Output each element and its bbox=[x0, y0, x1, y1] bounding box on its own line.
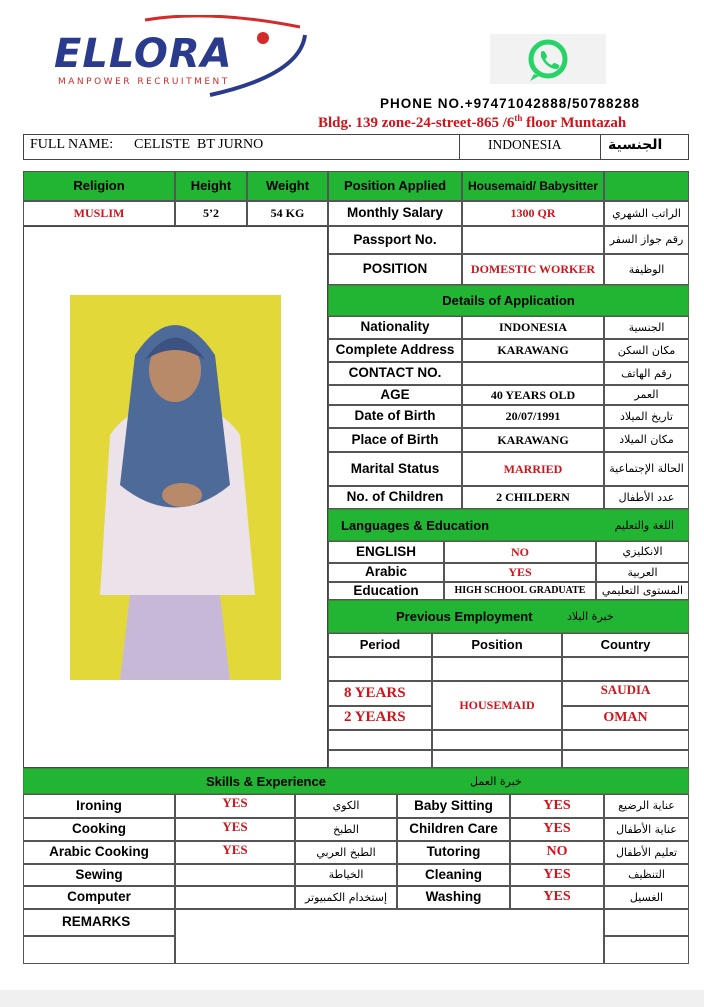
details-label: No. of Children bbox=[328, 486, 462, 509]
details-label: Nationality bbox=[328, 316, 462, 339]
details-value: 20/07/1991 bbox=[462, 405, 604, 428]
nationality-header-ar: الجنسية bbox=[608, 137, 663, 153]
skill-value: YES bbox=[175, 841, 295, 864]
passport-label: Passport No. bbox=[328, 226, 462, 254]
details-ar: عدد الأطفال bbox=[604, 486, 689, 509]
details-value: KARAWANG bbox=[462, 428, 604, 452]
religion-header: Religion bbox=[23, 171, 175, 201]
language-ar: المستوى التعليمي bbox=[596, 582, 689, 600]
details-ar: الجنسية bbox=[604, 316, 689, 339]
address-floor: floor Muntazah bbox=[522, 115, 627, 131]
skill-ar: إستخدام الكمبيوتر bbox=[295, 886, 397, 909]
logo-text: ELLORA bbox=[54, 31, 233, 77]
skill-label: Washing bbox=[397, 886, 510, 909]
details-ar: الحالة الإجتماعية bbox=[604, 452, 689, 486]
skill-label: Ironing bbox=[23, 794, 175, 818]
skill-value: YES bbox=[510, 864, 604, 886]
position-applied-value: Housemaid/ Babysitter bbox=[462, 171, 604, 201]
language-label: Education bbox=[328, 582, 444, 600]
details-ar: تاريخ الميلاد bbox=[604, 405, 689, 428]
country-2: OMAN bbox=[562, 706, 689, 730]
languages-header bbox=[328, 509, 689, 541]
details-label: Date of Birth bbox=[328, 405, 462, 428]
skill-label: Tutoring bbox=[397, 841, 510, 864]
whatsapp-badge bbox=[490, 34, 606, 84]
monthly-salary-value: 1300 QR bbox=[462, 201, 604, 226]
skill-value: YES bbox=[510, 794, 604, 818]
passport-value bbox=[462, 226, 604, 254]
skill-ar: الكوي bbox=[295, 794, 397, 818]
skill-ar: التنظيف bbox=[604, 864, 689, 886]
remarks-value bbox=[175, 909, 604, 964]
language-label: ENGLISH bbox=[328, 541, 444, 563]
country-1: SAUDIA bbox=[562, 681, 689, 706]
details-value bbox=[462, 362, 604, 385]
skill-label: Sewing bbox=[23, 864, 175, 886]
religion-value: MUSLIM bbox=[23, 201, 175, 226]
details-header bbox=[328, 285, 689, 316]
language-ar: الانكليزي bbox=[596, 541, 689, 563]
passport-ar: رقم جواز السفر bbox=[604, 226, 689, 254]
skills-title-ar: خبرة العمل bbox=[470, 774, 522, 788]
weight-value: 54 KG bbox=[247, 201, 328, 226]
skill-ar: الطبخ bbox=[295, 818, 397, 841]
employment-title: Previous Employment bbox=[396, 609, 533, 624]
skill-label: Computer bbox=[23, 886, 175, 909]
details-label: Marital Status bbox=[328, 452, 462, 486]
details-ar: رقم الهاتف bbox=[604, 362, 689, 385]
skill-value: NO bbox=[510, 841, 604, 864]
name-row bbox=[23, 134, 689, 160]
details-label: Complete Address bbox=[328, 339, 462, 362]
skill-ar: عناية الرضيع bbox=[604, 794, 689, 818]
address-superscript: th bbox=[514, 113, 523, 123]
full-name-label: FULL NAME: bbox=[30, 137, 114, 152]
skills-title: Skills & Experience bbox=[206, 773, 326, 789]
height-value: 5’2 bbox=[175, 201, 247, 226]
skill-value: YES bbox=[510, 818, 604, 841]
details-label: AGE bbox=[328, 385, 462, 405]
whatsapp-icon bbox=[490, 34, 606, 84]
period-2: 2 YEARS bbox=[328, 706, 432, 730]
details-value: KARAWANG bbox=[462, 339, 604, 362]
details-value: 40 YEARS OLD bbox=[462, 385, 604, 405]
details-title: Details of Application bbox=[442, 293, 575, 308]
skill-label: Cleaning bbox=[397, 864, 510, 886]
details-ar: العمر bbox=[604, 385, 689, 405]
skill-label: Children Care bbox=[397, 818, 510, 841]
position-value: DOMESTIC WORKER bbox=[462, 254, 604, 285]
skill-value bbox=[175, 886, 295, 909]
candidate-photo bbox=[70, 295, 281, 680]
details-label: CONTACT NO. bbox=[328, 362, 462, 385]
skill-ar: تعليم الأطفال bbox=[604, 841, 689, 864]
weight-header: Weight bbox=[247, 171, 328, 201]
language-value: YES bbox=[444, 563, 596, 582]
skill-value: YES bbox=[510, 886, 604, 909]
monthly-salary-label: Monthly Salary bbox=[328, 201, 462, 226]
address-main: Bldg. 139 zone-24-street-865 /6 bbox=[318, 115, 515, 131]
company-logo bbox=[50, 15, 310, 100]
skills-header bbox=[23, 768, 689, 794]
phone-number: PHONE NO.+97471042888/50788288 bbox=[380, 96, 641, 111]
remarks-label: REMARKS bbox=[23, 909, 175, 936]
employment-header bbox=[328, 600, 689, 633]
nationality-header-value: INDONESIA bbox=[488, 137, 562, 152]
details-value: INDONESIA bbox=[462, 316, 604, 339]
details-value: 2 CHILDERN bbox=[462, 486, 604, 509]
language-value: NO bbox=[444, 541, 596, 563]
details-value: MARRIED bbox=[462, 452, 604, 486]
office-address bbox=[318, 113, 678, 132]
period-header: Period bbox=[328, 633, 432, 657]
monthly-salary-ar: الراتب الشهري bbox=[604, 201, 689, 226]
logo-subtitle: MANPOWER RECRUITMENT bbox=[58, 77, 230, 87]
skill-ar: عناية الأطفال bbox=[604, 818, 689, 841]
languages-title-ar: اللغة والتعليم bbox=[614, 518, 674, 532]
position-applied-header: Position Applied bbox=[328, 171, 462, 201]
details-ar: مكان الميلاد bbox=[604, 428, 689, 452]
emp-position-value: HOUSEMAID bbox=[432, 681, 562, 730]
skill-value: YES bbox=[175, 818, 295, 841]
languages-title: Languages & Education bbox=[341, 517, 490, 533]
language-ar: العربية bbox=[596, 563, 689, 582]
skill-ar: الغسيل bbox=[604, 886, 689, 909]
language-value: HIGH SCHOOL GRADUATE bbox=[444, 582, 596, 600]
height-header: Height bbox=[175, 171, 247, 201]
full-name-value: CELISTE BT JURNO bbox=[134, 137, 264, 152]
skill-ar: الطبخ العربي bbox=[295, 841, 397, 864]
details-label: Place of Birth bbox=[328, 428, 462, 452]
position-label: POSITION bbox=[328, 254, 462, 285]
skill-label: Baby Sitting bbox=[397, 794, 510, 818]
period-1: 8 YEARS bbox=[328, 681, 432, 706]
skill-label: Cooking bbox=[23, 818, 175, 841]
country-header: Country bbox=[562, 633, 689, 657]
position-ar: الوظيفة bbox=[604, 254, 689, 285]
skill-label: Arabic Cooking bbox=[23, 841, 175, 864]
employment-title-ar: خبرة البلاد bbox=[567, 610, 614, 623]
language-label: Arabic bbox=[328, 563, 444, 582]
skill-value bbox=[175, 864, 295, 886]
skill-ar: الخياطة bbox=[295, 864, 397, 886]
details-ar: مكان السكن bbox=[604, 339, 689, 362]
emp-position-header: Position bbox=[432, 633, 562, 657]
skill-value: YES bbox=[175, 794, 295, 818]
